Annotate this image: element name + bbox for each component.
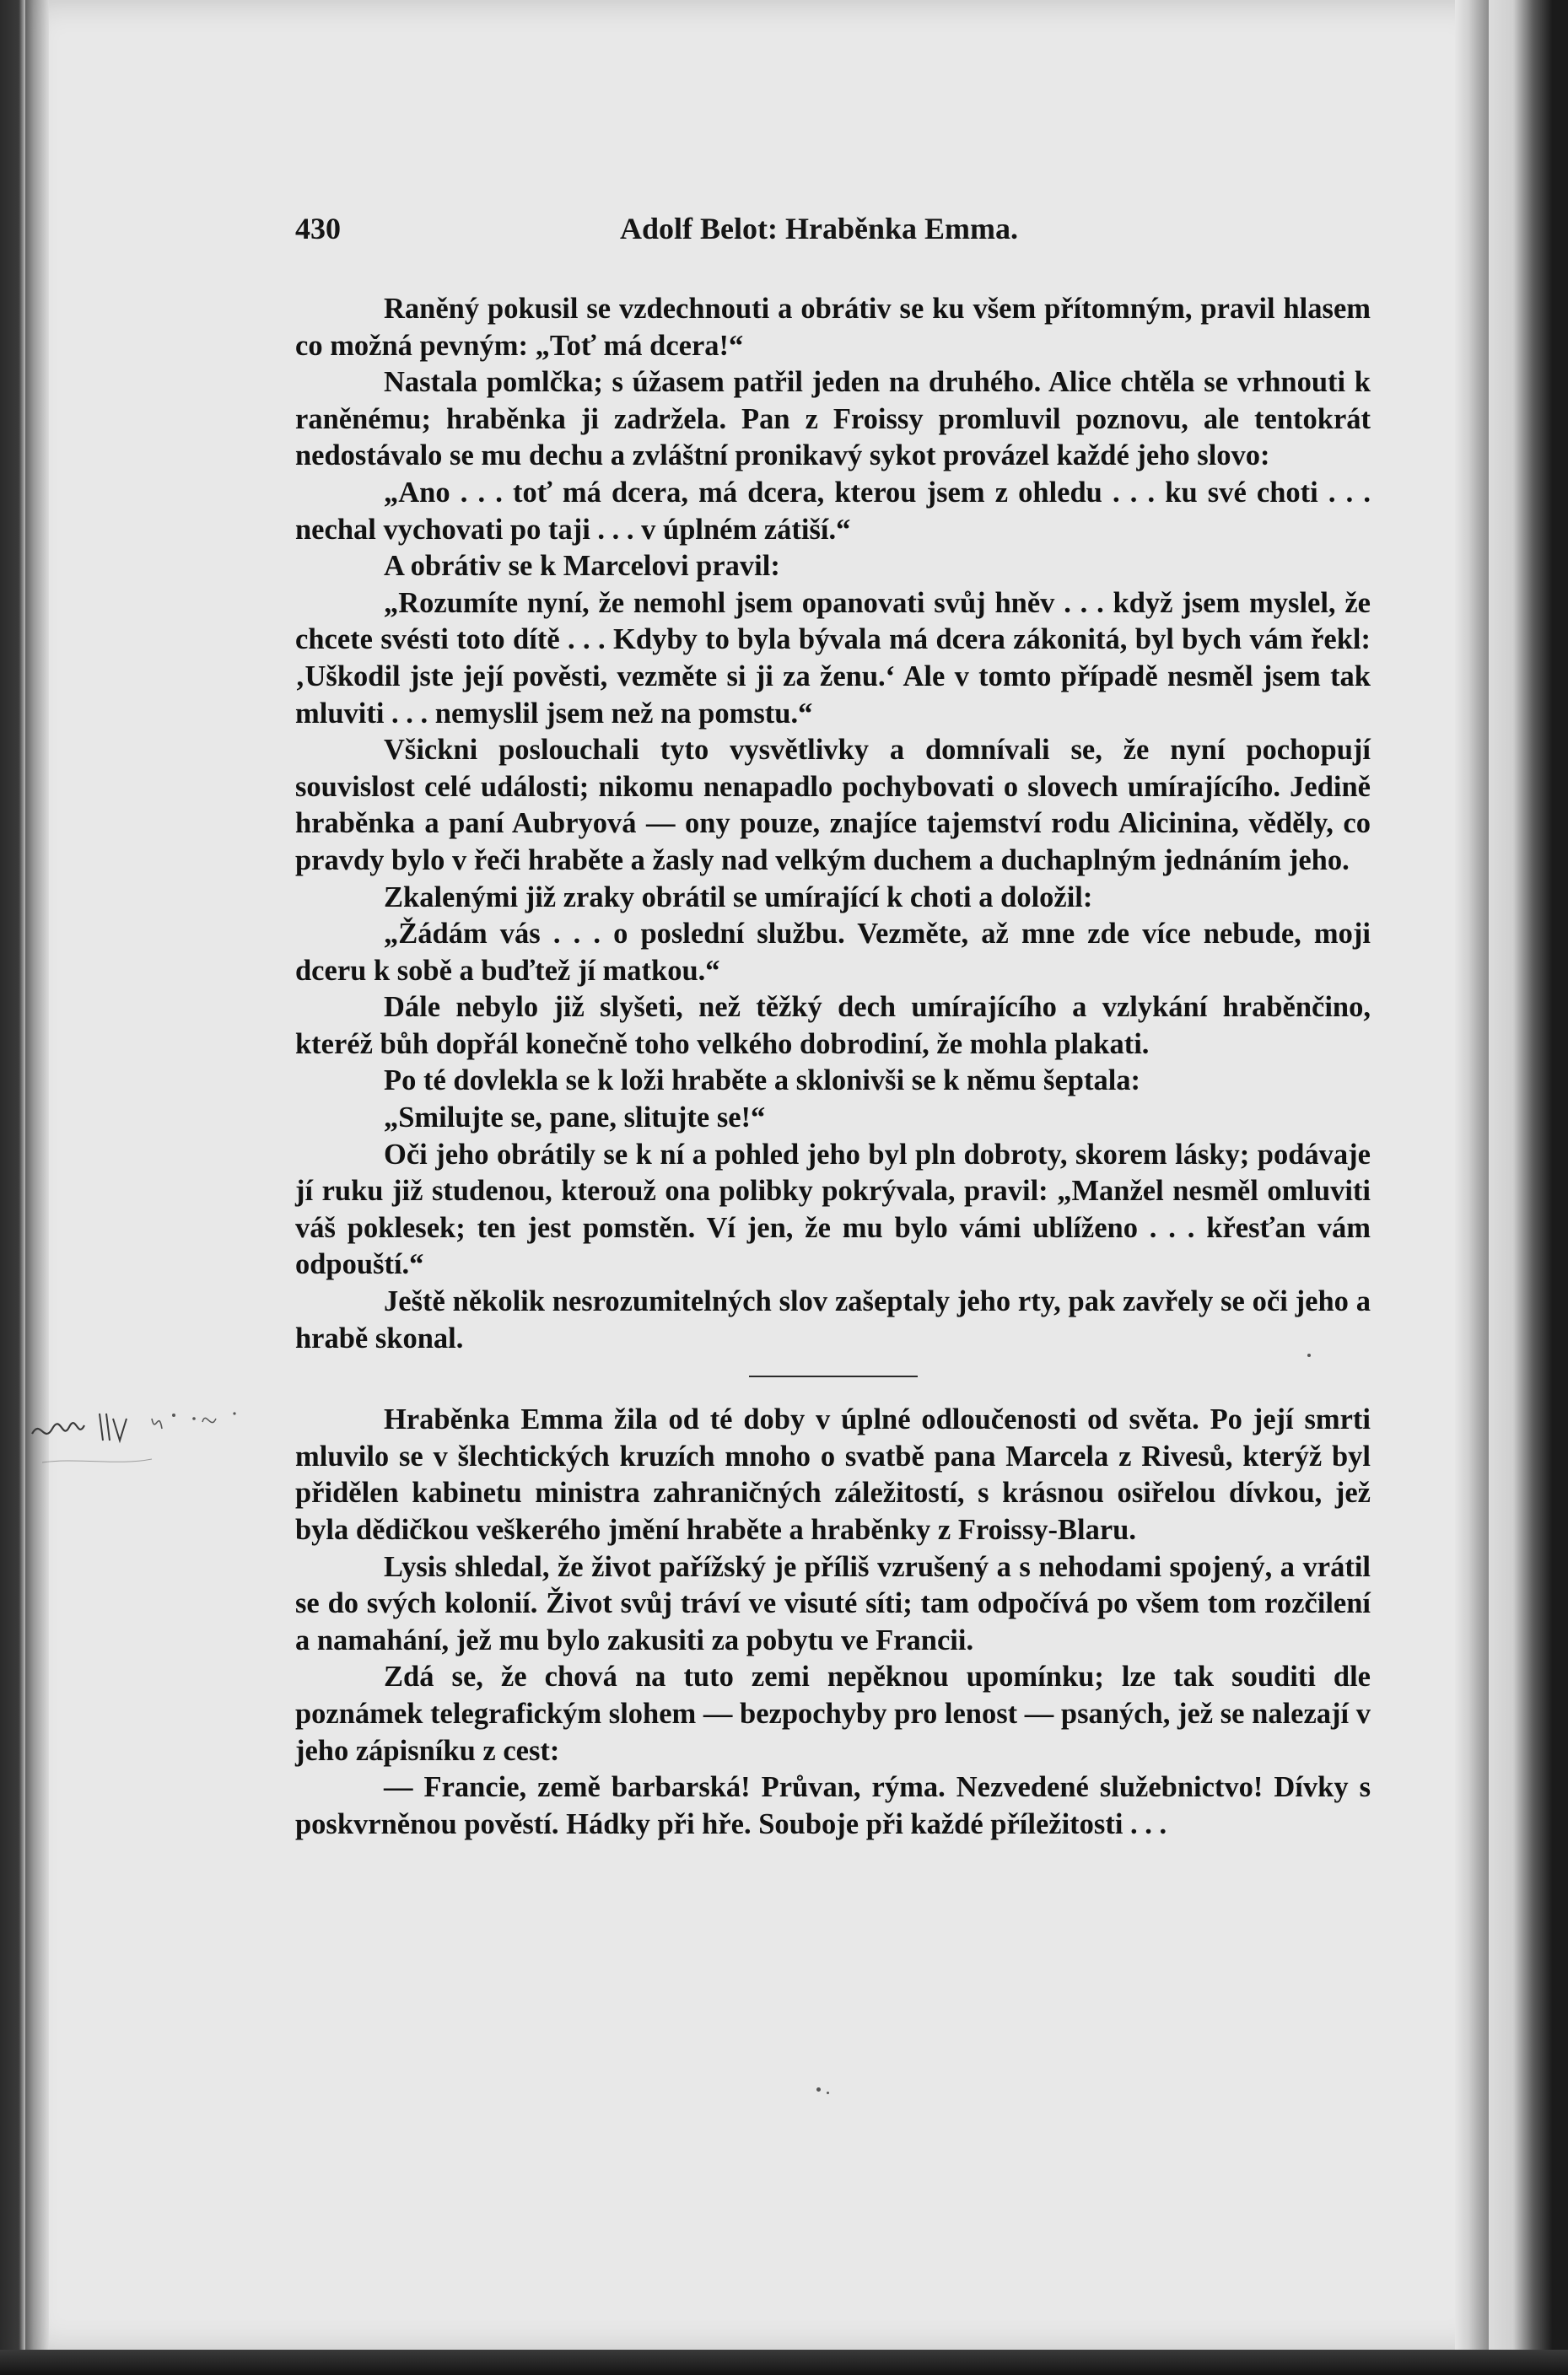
paragraph: Všickni poslouchali tyto vysvětlivky a domnívali se, že nyní pochopují souvislost celé události; nikomu nenapadlo pochybovati o slovech umírajícího. Jedině hraběnka a paní Aubryová — ony pouze, znajíce tajemství rodu Alicinina, věděly, co pravdy bylo v řeči hraběte a žasly nad velkým duchem a duchaplným jednáním jeho. xyxy=(295,734,1371,876)
paragraph: Po té dovlekla se k loži hraběte a sklonivši se k němu šeptala: xyxy=(384,1064,1141,1097)
main-text xyxy=(295,291,1371,1843)
paragraph: „Rozumíte nyní, že nemohl jsem opanovati svůj hněv . . . když jsem myslel, že chcete svésti toto dítě . . . Kdyby to byla bývala má dcera zákonitá, byl bych vám řekl: ‚Uškodil jste její pověsti, vezměte si ji za ženu.‘ Ale v tomto případě nesměl jsem tak mluviti . . . nemyslil jsem než na pomstu.“ xyxy=(295,586,1371,730)
scan-speck xyxy=(1307,1354,1311,1357)
paragraph: Nastala pomlčka; s úžasem patřil jeden na druhého. Alice chtěla se vrhnouti k raněnému; hraběnka ji zadržela. Pan z Froissy promluvil poznovu, ale tentokrát nedostávalo se mu dechu a zvláštní pronikavý sykot provázel každé jeho slovo: xyxy=(295,366,1371,472)
paragraph: Oči jeho obrátily se k ní a pohled jeho byl pln dobroty, skorem lásky; podávaje jí ruku již studenou, kterouž ona polibky pokrývala, pravil: „Manžel nesměl omluviti váš poklesek; ten jest pomstěn. Ví jen, že mu bylo vámi ublíženo . . . křesťan vám odpouští.“ xyxy=(295,1138,1371,1281)
paragraph: — Francie, země barbarská! Průvan, rýma. Nezvedené služebnictvo! Dívky s poskvrněnou pověstí. Hádky při hře. Souboje při každé příležitosti . . . xyxy=(295,1771,1371,1840)
paragraph: A obrátiv se k Marcelovi pravil: xyxy=(384,550,780,583)
paragraph: Zkalenými již zraky obrátil se umírající k choti a doložil: xyxy=(384,881,1093,913)
scan-speck xyxy=(816,2087,821,2092)
paragraph: Raněný pokusil se vzdechnouti a obrátiv se ku všem přítomným, pravil hlasem co možná pevným: „Toť má dcera!“ xyxy=(295,293,1371,362)
paragraph: Zdá se, že chová na tuto zemi nepěknou upomínku; lze tak souditi dle poznámek telegrafickým slohem — bezpochyby pro lenost — psaných, jež se nalezají v jeho zápisníku z cest: xyxy=(295,1661,1371,1767)
handwritten-margin-note xyxy=(25,1385,261,1478)
page-number: 430 xyxy=(295,212,341,245)
paragraph: Lysis shledal, že život pařížský je příliš vzrušený a s nehodami spojený, a vrátil se do svých kolonií. Život svůj tráví ve visuté síti; tam odpočívá po všem tom rozčilení a namahání, jež mu bylo zakusiti za pobytu ve Francii. xyxy=(295,1550,1371,1656)
paragraph: „Žádám vás . . . o poslední službu. Vezměte, až mne zde více nebude, moji dceru k sobě a buďtež jí matkou.“ xyxy=(295,918,1371,987)
scan-bottom-edge xyxy=(0,2350,1568,2375)
paragraph: „Ano . . . toť má dcera, má dcera, kterou jsem z ohledu . . . ku své choti . . . nechal vychovati po taji . . . v úplném zátiší.“ xyxy=(295,476,1371,546)
paragraph: Hraběnka Emma žila od té doby v úplné odloučenosti od světa. Po její smrti mluvilo se v šlechtických kruzích mnoho o svatbě pana Marcela z Rivesů, kterýž byl přidělen kabinetu ministra zahraničných záležitostí, s krásnou osiřelou dívkou, jež byla dědičkou veškerého jmění hraběte a hraběnky z Froissy-Blaru. xyxy=(295,1403,1371,1546)
handwriting-scribble-icon xyxy=(25,1385,261,1478)
section-divider-rule xyxy=(749,1376,918,1377)
scan-speck xyxy=(827,2092,829,2094)
running-title: Adolf Belot: Hraběnka Emma. xyxy=(620,212,1018,245)
paragraph: Ještě několik nesrozumitelných slov zašeptaly jeho rty, pak zavřely se oči jeho a hrabě skonal. xyxy=(295,1285,1371,1354)
paragraph: Dále nebylo již slyšeti, než těžký dech umírajícího a vzlykání hraběnčino, kteréž bůh dopřál konečně toho velkého dobrodiní, že mohla plakati. xyxy=(295,991,1371,1060)
paragraph: „Smilujte se, pane, slitujte se!“ xyxy=(384,1101,766,1134)
page-header xyxy=(295,211,1375,253)
